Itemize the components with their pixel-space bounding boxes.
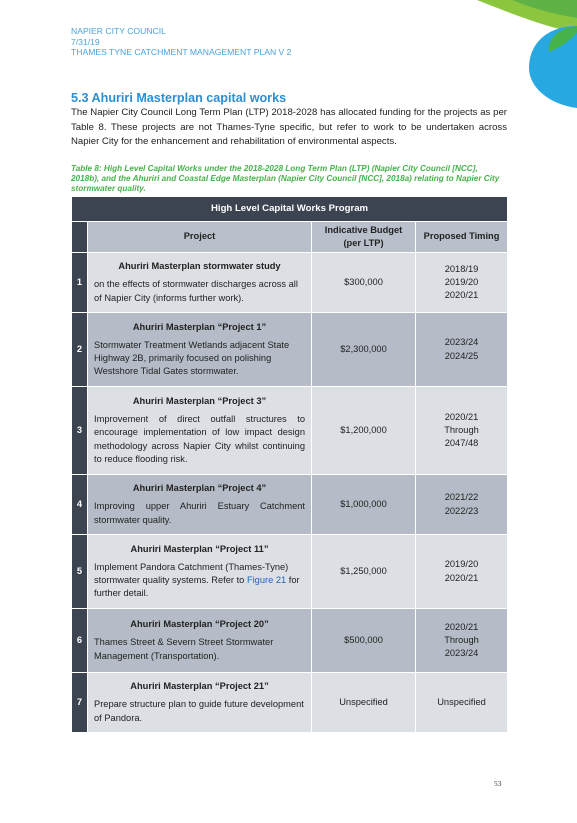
budget-header-line1: Indicative Budget [324,224,403,235]
header-num-cell [72,222,88,253]
header-date: 7/31/19 [71,36,100,47]
timing-cell [416,387,508,475]
project-title: Ahuriri Masterplan “Project 11” [130,543,269,554]
timing-line: Through [444,424,479,435]
table-row [72,673,508,733]
project-title: Ahuriri Masterplan “Project 21” [130,681,269,692]
budget-cell: Unspecified [312,673,416,733]
table-row [72,475,508,535]
table-row [72,609,508,673]
project-cell [88,253,312,313]
project-cell [88,673,312,733]
header-doc-title: THAMES TYNE CATCHMENT MANAGEMENT PLAN V 2 [71,47,292,58]
column-header-timing: Proposed Timing [416,222,508,253]
project-description [94,561,305,601]
row-number: 3 [72,387,88,475]
budget-cell: $1,250,000 [312,535,416,609]
timing-line: 2020/21 [444,290,479,301]
project-description: Improvement of direct outfall structures to encourage implementation of low impact design methodology across Napier City whilst continuing to reduce flooding risk. [94,414,305,464]
project-description: Prepare structure plan to guide future development of Pandora. [94,699,304,723]
budget-header-line2: (per LTP) [343,238,384,248]
project-title: Ahuriri Masterplan “Project 20” [130,619,269,630]
table-banner: High Level Capital Works Program [72,197,508,222]
project-description: Improving upper Ahuriri Estuary Catchment stormwater quality. [94,501,305,525]
header-org: NAPIER CITY COUNCIL [71,26,166,36]
project-title: Ahuriri Masterplan “Project 1” [132,321,267,332]
timing-line: 2019/20 [444,559,479,570]
timing-line: 2020/21 [444,621,479,632]
timing-line: 2020/21 [444,411,479,422]
timing-line: 2020/21 [444,572,479,583]
row-number: 7 [72,673,88,733]
timing-line: Unspecified [437,696,486,707]
project-title: Ahuriri Masterplan “Project 3” [132,395,267,406]
project-cell [88,535,312,609]
corner-decoration [417,0,577,110]
row-number: 5 [72,535,88,609]
timing-line: 2022/23 [444,505,479,516]
table-row [72,253,508,313]
project-description: Thames Street & Severn Street Stormwater Management (Transportation). [94,637,274,661]
project-cell [88,387,312,475]
timing-cell [416,609,508,673]
timing-line: 2018/19 [444,263,479,274]
section-title: 5.3 Ahuriri Masterplan capital works [71,91,287,105]
budget-cell: $1,000,000 [312,475,416,535]
row-number: 6 [72,609,88,673]
project-title: Ahuriri Masterplan stormwater study [118,261,281,272]
timing-cell [416,313,508,387]
table-row [72,535,508,609]
page-number: 53 [494,779,502,788]
project-description: on the effects of stormwater discharges across all of Napier City (informs further work). [94,279,298,303]
project-description-text: Implement Pandora Catchment (Thames-Tyne) stormwater quality systems. Refer to [94,561,289,585]
project-title: Ahuriri Masterplan “Project 4” [132,483,267,494]
table-caption: Table 8: High Level Capital Works under the 2018-2028 Long Term Plan (LTP) (Napier City Council [NCC], 2018b), and the Ahuriri and Coastal Edge Masterplan (Napier City Council [NCC], 2018a) relating to Napier City stormwater quality. [71,164,500,193]
timing-line: 2023/24 [444,337,479,348]
row-number: 2 [72,313,88,387]
row-number: 4 [72,475,88,535]
project-description-suffix: for further detail. [94,575,300,599]
budget-cell: $300,000 [312,253,416,313]
column-header-project: Project [88,222,312,253]
section-intro: The Napier City Council Long Term Plan (LTP) 2018-2028 has allocated funding for the projects as per Table 8. These projects are not Thames-Tyne specific, but refer to work to be undertaken across Napier City for the enhancement and rehabilitation of environmental aspects. [71,107,507,148]
row-number: 1 [72,253,88,313]
table-row [72,313,508,387]
document-header [71,26,291,58]
project-cell [88,609,312,673]
budget-cell: $2,300,000 [312,313,416,387]
figure-21-link[interactable]: Figure 21 [246,575,287,585]
timing-line: 2023/24 [444,648,479,659]
timing-line: 2047/48 [444,438,479,449]
budget-cell: $1,200,000 [312,387,416,475]
timing-cell [416,673,508,733]
timing-line: Through [444,634,479,645]
timing-cell [416,535,508,609]
timing-cell [416,253,508,313]
column-header-budget [312,222,416,253]
timing-line: 2024/25 [444,350,479,361]
project-description: Stormwater Treatment Wetlands adjacent State Highway 2B, primarily focused on polishing Westshore Tidal Gates stormwater. [94,339,290,377]
table-row [72,387,508,475]
timing-line: 2021/22 [444,492,479,503]
project-cell [88,475,312,535]
project-cell [88,313,312,387]
timing-line: 2019/20 [444,276,479,287]
capital-works-table [71,196,508,733]
budget-cell: $500,000 [312,609,416,673]
timing-cell [416,475,508,535]
